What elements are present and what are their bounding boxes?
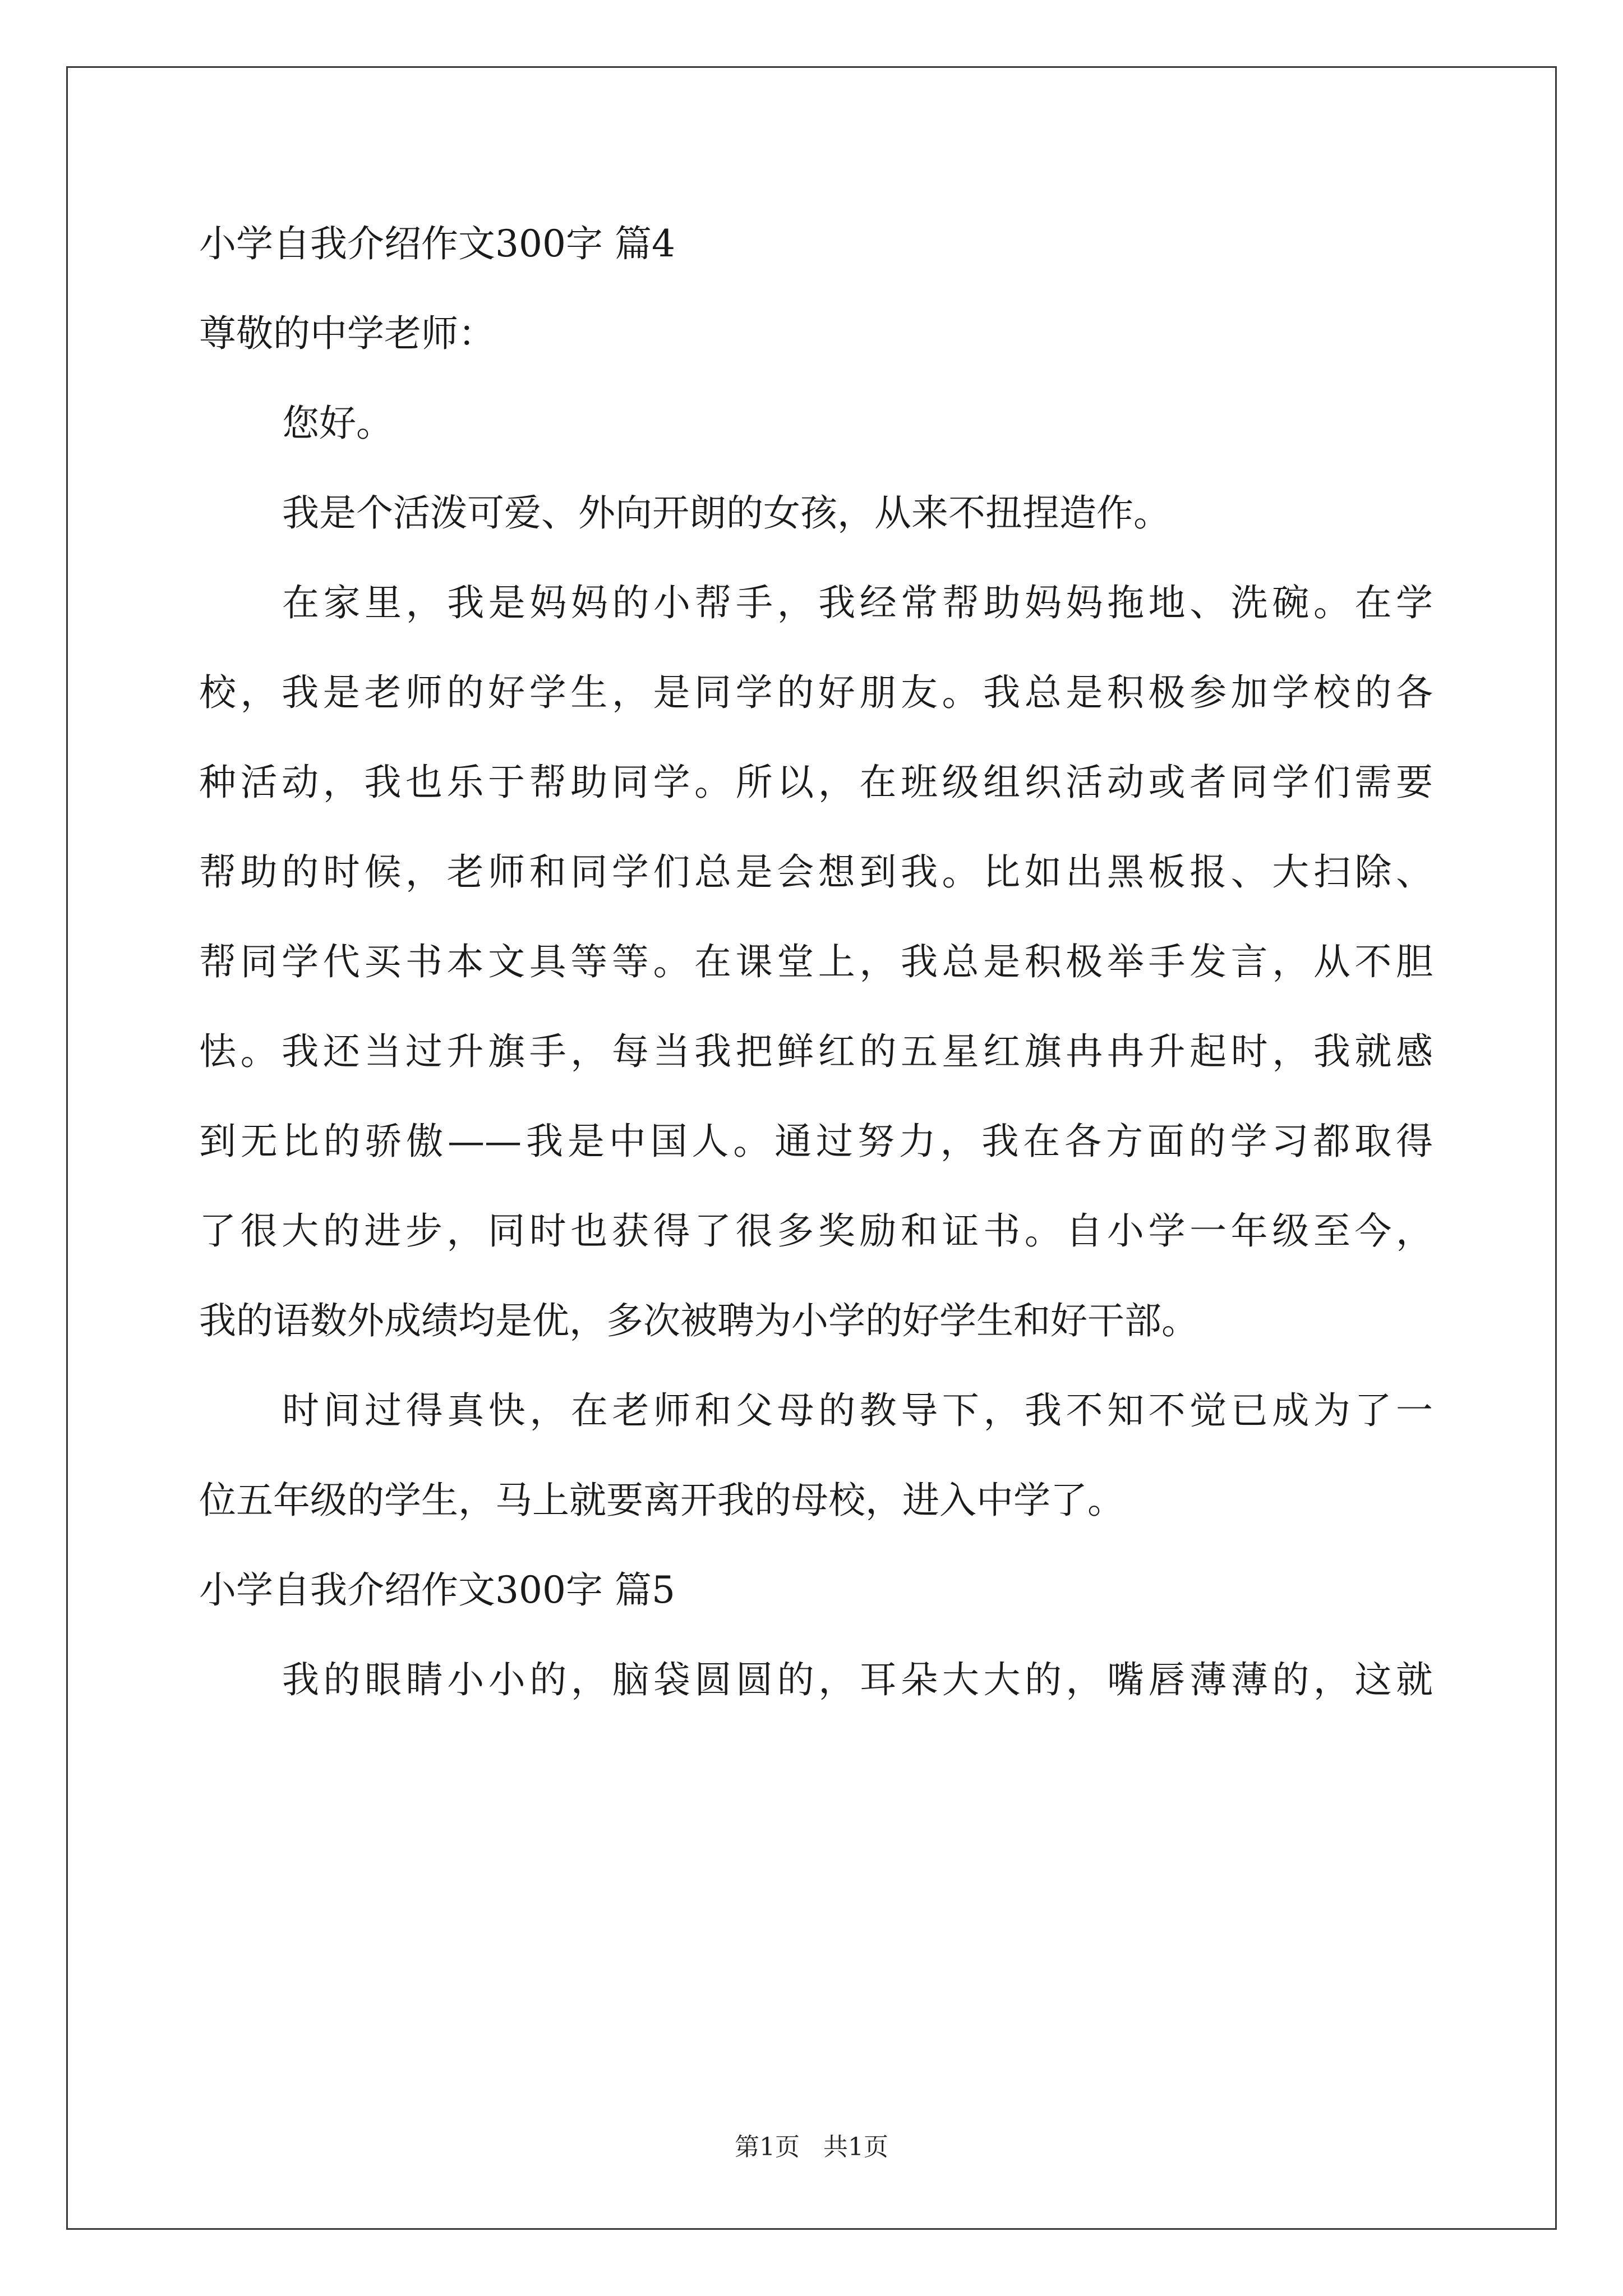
paragraph-line: 我的眼睛小小的，脑袋圆圆的，耳朵大大的，嘴唇薄薄的，这就 xyxy=(282,1658,1433,1701)
heading-essay-4: 小学自我介绍作文300字 篇4 xyxy=(199,222,675,265)
paragraph-line: 到无比的骄傲——我是中国人。通过努力，我在各方面的学习都取得 xyxy=(199,1120,1433,1163)
paragraph-line: 我是个活泼可爱、外向开朗的女孩，从来不扭捏造作。 xyxy=(282,491,1170,535)
page-number: 第1页 共1页 xyxy=(735,2133,888,2161)
paragraph-line: 校，我是老师的好学生，是同学的好朋友。我总是积极参加学校的各 xyxy=(199,671,1433,714)
greeting: 您好。 xyxy=(282,402,393,445)
paragraph-line: 怯。我还当过升旗手，每当我把鲜红的五星红旗冉冉升起时，我就感 xyxy=(199,1030,1433,1073)
paragraph-line: 了很大的进步，同时也获得了很多奖励和证书。自小学一年级至今， xyxy=(199,1209,1433,1253)
page-footer xyxy=(0,2132,1623,2163)
salutation: 尊敬的中学老师： xyxy=(199,312,495,355)
paragraph-line: 时间过得真快，在老师和父母的教导下，我不知不觉已成为了一 xyxy=(282,1389,1433,1432)
paragraph-line: 种活动，我也乐于帮助同学。所以，在班级组织活动或者同学们需要 xyxy=(199,761,1433,804)
paragraph-line: 位五年级的学生，马上就要离开我的母校，进入中学了。 xyxy=(199,1479,1124,1522)
paragraph-line: 帮同学代买书本文具等等。在课堂上，我总是积极举手发言，从不胆 xyxy=(199,940,1433,983)
paragraph-line: 我的语数外成绩均是优，多次被聘为小学的好学生和好干部。 xyxy=(199,1299,1198,1342)
heading-essay-5: 小学自我介绍作文300字 篇5 xyxy=(199,1568,675,1612)
paragraph-line: 在家里，我是妈妈的小帮手，我经常帮助妈妈拖地、洗碗。在学 xyxy=(282,581,1433,624)
paragraph-line: 帮助的时候，老师和同学们总是会想到我。比如出黑板报、大扫除、 xyxy=(199,850,1433,894)
